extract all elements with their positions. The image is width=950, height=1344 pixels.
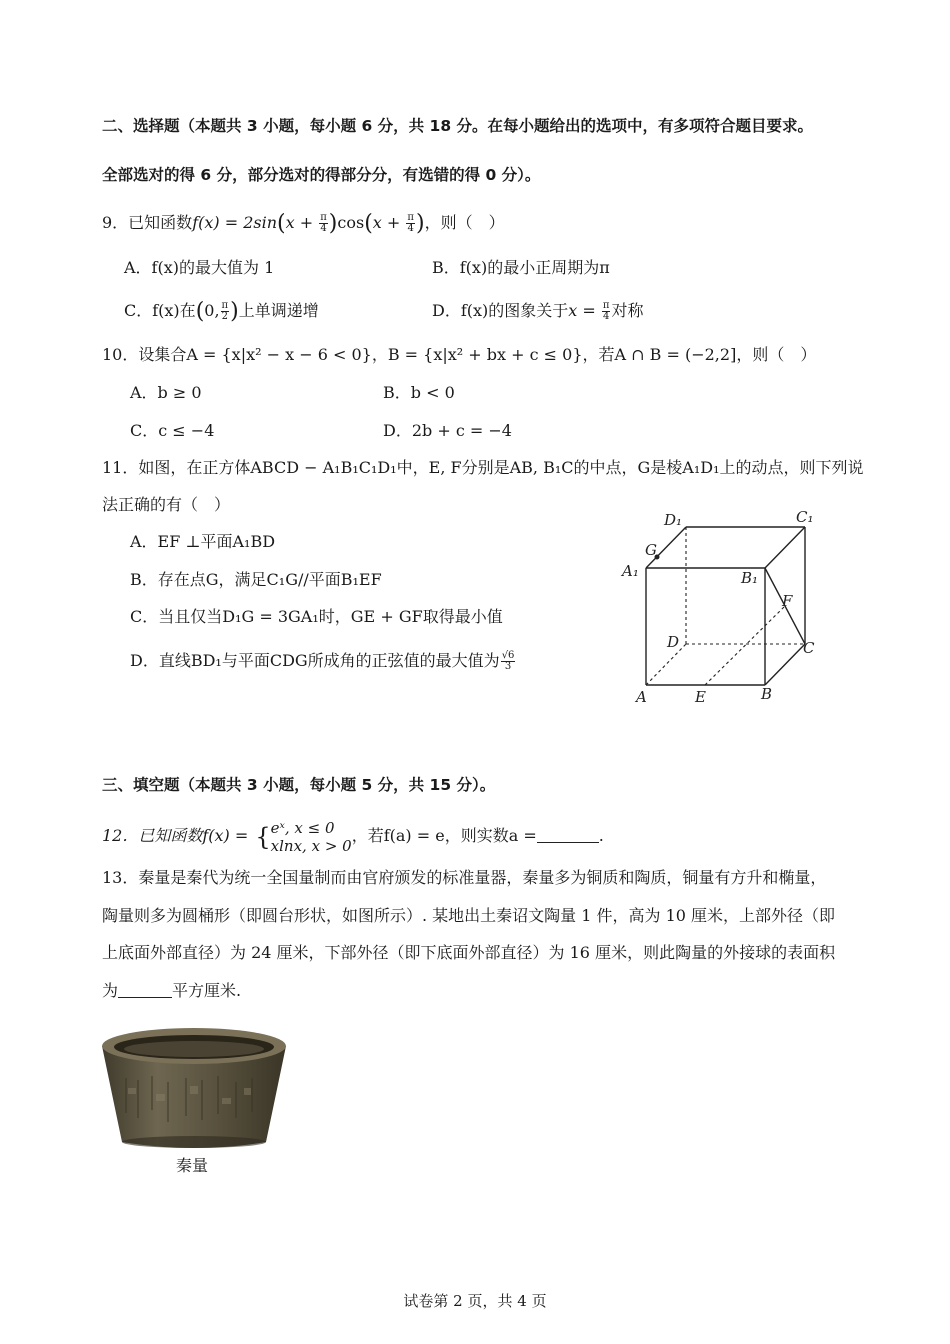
q9-option-b: B．f(x)的最小正周期为π <box>432 258 610 277</box>
q10-option-d: D．2b + c = −4 <box>383 421 512 440</box>
question-12-stem: 12．已知函数f(x) = { eˣ, x ≤ 0 xlnx, x > 0 ，若f(a) = e，则实数a = . <box>102 818 604 855</box>
label-d1: D₁ <box>664 511 683 529</box>
question-11-stem-line2: 法正确的有（ ） <box>102 495 231 514</box>
question-9-stem: 9．已知函数f(x) = 2sin(x + $\frac{\pi}{4}$ )cos(x + $\frac{\pi}{4}$ )，则（ ） <box>102 211 505 236</box>
q9-expr: f(x) = 2sin <box>192 213 278 232</box>
section2-header-line2: 全部选对的得 6 分，部分选对的得部分分，有选错的得 0 分）。 <box>102 166 541 184</box>
qin-liang-vessel-image <box>98 1018 290 1156</box>
label-g: G <box>645 541 657 559</box>
label-c: C <box>803 639 815 657</box>
section2-header-line1: 二、选择题（本题共 3 小题，每小题 6 分，共 18 分。在每小题给出的选项中，有多项符合题目要求。 <box>102 117 814 135</box>
question-13-line4: 为 平方厘米. <box>102 981 242 1000</box>
vessel-caption: 秦量 <box>176 1156 209 1175</box>
q10-option-b: B．b < 0 <box>383 383 455 402</box>
q9-tail: ，则（ ） <box>424 213 505 232</box>
q11-option-c: C．当且仅当D₁G = 3GA₁时，GE + GF取得最小值 <box>130 607 503 626</box>
q10-option-c: C．c ≤ −4 <box>130 421 215 440</box>
q11-option-a: A．EF ⊥平面A₁BD <box>130 532 276 551</box>
section3-header: 三、填空题（本题共 3 小题，每小题 5 分，共 15 分）。 <box>102 776 496 794</box>
cube-figure <box>610 505 830 710</box>
label-b1: B₁ <box>741 569 759 587</box>
q9-option-a: A．f(x)的最大值为 1 <box>124 258 275 277</box>
q12-answer-blank[interactable] <box>537 826 599 843</box>
q11-option-d: D．直线BD₁与平面CDG所成角的正弦值的最大值为 $\frac{√6}{3}$ <box>130 650 515 672</box>
q9-option-d: D．f(x)的图象关于x = $\frac{\pi}{4}$ 对称 <box>432 300 644 322</box>
label-c1: C₁ <box>796 508 814 526</box>
label-a1: A₁ <box>622 562 639 580</box>
q9-option-c: C．f(x)在(0, $\frac{\pi}{2}$ )上单调递增 <box>124 299 319 324</box>
question-10-stem: 10．设集合A = {x|x² − x − 6 < 0}，B = {x|x² + bx + c ≤ 0}，若A ∩ B = (−2,2]，则（ ） <box>102 345 817 364</box>
label-e: E <box>695 688 706 706</box>
question-13-line3: 上底面外部直径）为 24 厘米，下部外径（即下底面外部直径）为 16 厘米，则此陶量的外接球的表面积 <box>102 943 836 962</box>
label-a: A <box>636 688 647 706</box>
q13-answer-blank[interactable] <box>118 981 172 998</box>
question-11-stem-line1: 11．如图，在正方体ABCD − A₁B₁C₁D₁中，E, F分别是AB, B₁C的中点，G是棱A₁D₁上的动点，则下列说 <box>102 458 864 477</box>
page-footer: 试卷第 2 页，共 4 页 <box>403 1292 547 1310</box>
q10-option-a: A．b ≥ 0 <box>130 383 202 402</box>
question-13-line2: 陶量则多为圆桶形（即圆台形状，如图所示）. 某地出土秦诏文陶量 1 件，高为 10 厘米，上部外径（即 <box>102 906 836 925</box>
label-b: B <box>761 685 773 703</box>
q11-option-b: B．存在点G，满足C₁G//平面B₁EF <box>130 570 382 589</box>
label-f: F <box>782 592 793 610</box>
q12-piecewise: eˣ, x ≤ 0 xlnx, x > 0 <box>270 818 352 855</box>
label-d: D <box>667 633 680 651</box>
q9-number: 9．已知函数 <box>102 213 193 232</box>
question-13-line1: 13．秦量是秦代为统一全国量制而由官府颁发的标准量器，秦量多为铜质和陶质，铜量有方升和椭量， <box>102 868 827 887</box>
